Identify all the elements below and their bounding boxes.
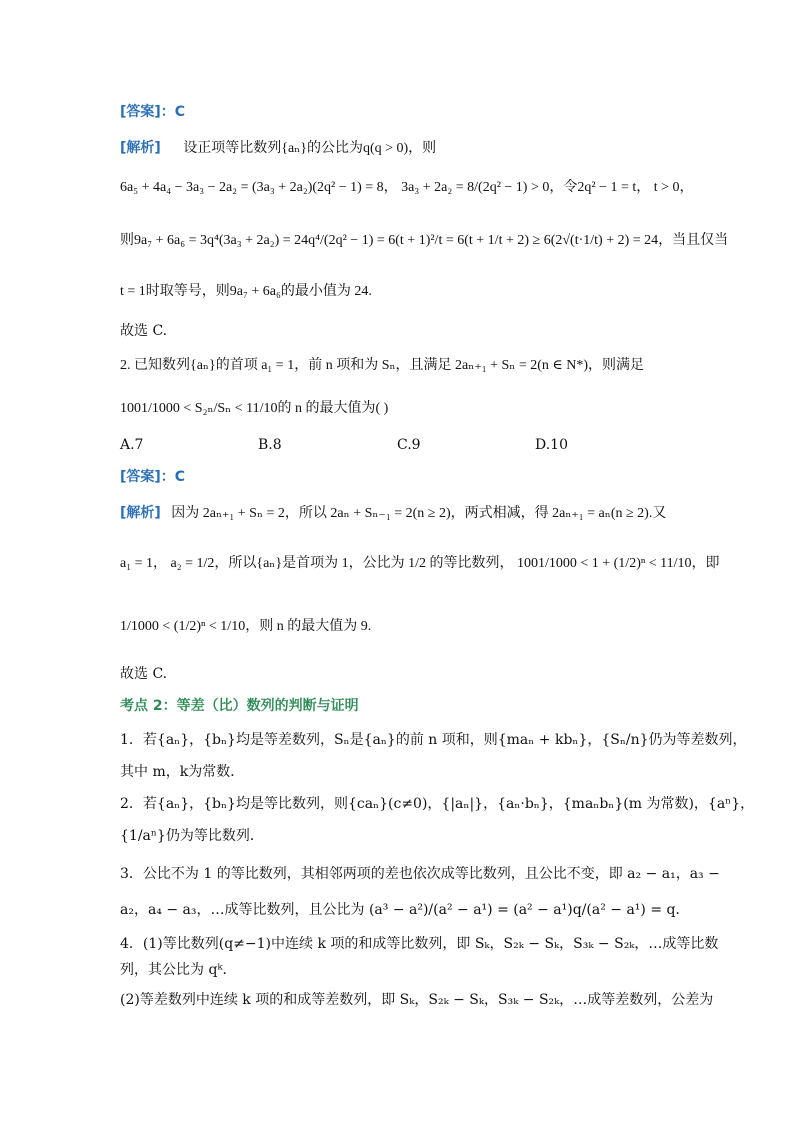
point-1-line-2: 其中 m，k为常数． [120,764,245,780]
analysis-2-line-2: a₁ = 1， a₂ = 1/2，所以{aₙ}是首项为 1，公比为 1/2 的等比数列， 1001/1000 < 1 + (1/2)ⁿ < 11/10，即 [120,556,720,571]
analysis-2-conclusion: 故选 C. [120,666,168,682]
analysis-2-line-3: 1/1000 < (1/2)ⁿ < 1/10，则 n 的最大值为 9. [120,619,372,634]
point-2-line-1: 2．若{aₙ}，{bₙ}均是等比数列，则{caₙ}(c≠0)，{|aₙ|}，{aₙ·bₙ}，{maₙbₙ}(m 为常数)，{aⁿ}， [120,796,755,812]
analysis-label-2: [解析] [120,505,161,521]
point-1-line-1: 1．若{aₙ}，{bₙ}均是等差数列，Sₙ是{aₙ}的前 n 项和，则{maₙ + kbₙ}，{Sₙ/n}仍为等差数列， [120,732,747,748]
analysis-2-line-1 [120,505,666,523]
analysis-label-1: [解析] [120,140,161,156]
option-c: C.9 [397,437,421,453]
point-2-line-2: {1/aⁿ}仍为等比数列． [120,828,264,844]
option-d: D.10 [535,437,568,453]
question-2-stem-2: 1001/1000 < S₂ₙ/Sₙ < 11/10的 n 的最大值为( ) [120,401,389,416]
point-4-line-1: 4．(1)等比数列(q≠−1)中连续 k 项的和成等比数列，即 Sₖ，S₂ₖ − Sₖ，S₃ₖ − S₂ₖ，…成等比数 [120,936,719,952]
option-b: B.8 [258,437,282,453]
analysis-1-line-4: t = 1时取等号，则9a₇ + 6a₆的最小值为 24. [120,284,372,299]
analysis-2-text-1: 因为 2aₙ₊₁ + Sₙ = 2，所以 2aₙ + Sₙ₋₁ = 2(n ≥ 2)，两式相减，得 2aₙ₊₁ = aₙ(n ≥ 2).又 [171,506,667,521]
point-3-line-2: a₂，a₄ − a₃，…成等比数列，且公比为 (a³ − a²)/(a² − a¹) = (a² − a¹)q/(a² − a¹) = q． [120,902,690,918]
option-a: A.7 [120,437,144,453]
analysis-1-conclusion: 故选 C. [120,323,168,339]
question-2-stem-1: 2. 已知数列{aₙ}的首项 a₁ = 1，前 n 项和为 Sₙ，且满足 2aₙ₊₁ + Sₙ = 2(n ∈ N*)，则满足 [120,358,645,373]
analysis-1-line-1 [120,140,436,158]
point-3-line-1: 3．公比不为 1 的等比数列，其相邻两项的差也依次成等比数列，且公比不变，即 a₂ − a₁，a₃ − [120,866,720,882]
analysis-1-line-2: 6a₅ + 4a₄ − 3a₃ − 2a₂ = (3a₃ + 2a₂)(2q² − 1) = 8， 3a₃ + 2a₂ = 8/(2q² − 1) > 0，令2q² − 1 = t， t > 0， [120,180,694,195]
answer-label-1: [答案]：C [120,104,186,120]
point-4-line-2: 列，其公比为 qᵏ． [120,962,237,978]
answer-label-2: [答案]：C [120,469,186,485]
point-5-line-1: (2)等差数列中连续 k 项的和成等差数列，即 Sₖ，S₂ₖ − Sₖ，S₃ₖ − S₂ₖ，…成等差数列，公差为 [120,992,714,1008]
analysis-1-text-1: 设正项等比数列{aₙ}的公比为q(q > 0)，则 [183,141,437,156]
analysis-1-line-3: 则9a₇ + 6a₆ = 3q⁴(3a₃ + 2a₂) = 24q⁴/(2q² − 1) = 6(t + 1)²/t = 6(t + 1/t + 2) ≥ 6(2√(t·1/t) + 2) = 24，当且仅当 [120,233,729,248]
section-heading: 考点 2：等差（比）数列的判断与证明 [120,698,359,714]
